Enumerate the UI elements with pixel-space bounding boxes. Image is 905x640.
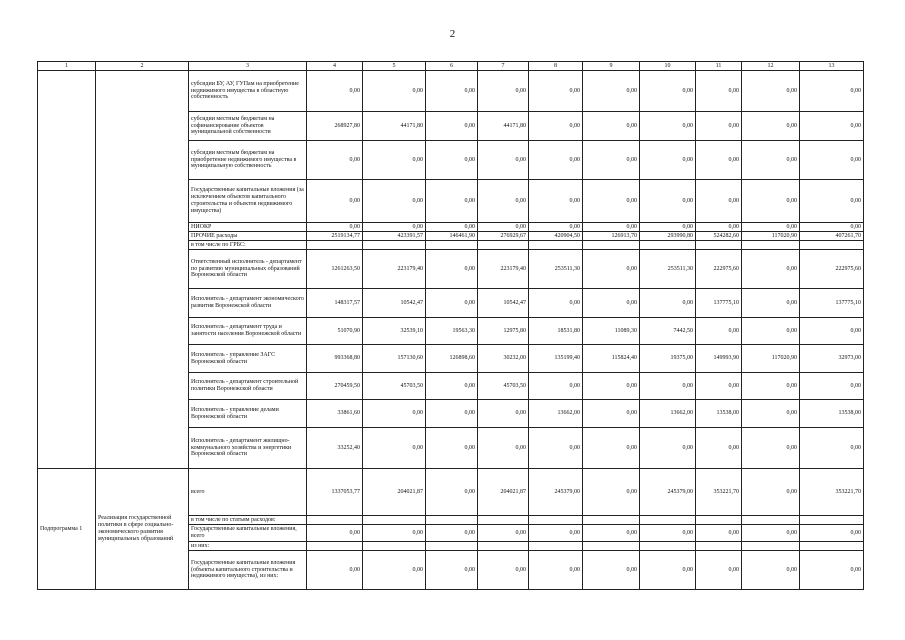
- value-col-10: 0,00: [640, 180, 696, 223]
- value-col-9: 0,00: [583, 373, 640, 400]
- header-col-13: 13: [800, 62, 864, 71]
- value-col-5: 0,00: [363, 141, 426, 180]
- row-description: в том числе по статьям расходов:: [189, 516, 307, 525]
- value-col-10: 253511,30: [640, 250, 696, 289]
- value-col-7: 45703,50: [478, 373, 529, 400]
- header-col-12: 12: [742, 62, 800, 71]
- value-col-12: [742, 241, 800, 250]
- row-description: Исполнитель - управление делами Воронежской области: [189, 400, 307, 428]
- value-col-9: 126913,70: [583, 232, 640, 241]
- value-col-9: 0,00: [583, 400, 640, 428]
- header-col-5: 5: [363, 62, 426, 71]
- value-col-13: 32973,00: [800, 345, 864, 373]
- value-col-11: 0,00: [696, 71, 742, 112]
- value-col-9: 0,00: [583, 112, 640, 141]
- value-col-9: 0,00: [583, 428, 640, 469]
- value-col-8: 18531,80: [529, 318, 583, 345]
- value-col-5: 0,00: [363, 180, 426, 223]
- value-col-9: 0,00: [583, 71, 640, 112]
- value-col-8: 0,00: [529, 223, 583, 232]
- value-col-5: 0,00: [363, 551, 426, 590]
- value-col-12: 0,00: [742, 141, 800, 180]
- value-col-12: 0,00: [742, 223, 800, 232]
- value-col-4: 0,00: [307, 180, 363, 223]
- row-description: Исполнитель - департамент экономического развития Воронежской области: [189, 289, 307, 318]
- value-col-12: 0,00: [742, 551, 800, 590]
- value-col-12: 0,00: [742, 428, 800, 469]
- value-col-5: 204021,87: [363, 469, 426, 516]
- value-col-5: 223179,40: [363, 250, 426, 289]
- value-col-12: [742, 542, 800, 551]
- value-col-6: 0,00: [426, 71, 478, 112]
- row-description: Исполнитель - департамент жилищно-коммунального хозяйства и энергетики Воронежской области: [189, 428, 307, 469]
- value-col-8: [529, 542, 583, 551]
- header-col-3: 3: [189, 62, 307, 71]
- value-col-8: 0,00: [529, 428, 583, 469]
- header-col-11: 11: [696, 62, 742, 71]
- value-col-4: 270459,50: [307, 373, 363, 400]
- value-col-5: 0,00: [363, 525, 426, 542]
- value-col-8: 0,00: [529, 289, 583, 318]
- header-col-10: 10: [640, 62, 696, 71]
- value-col-4: 2519134,77: [307, 232, 363, 241]
- value-col-11: 0,00: [696, 551, 742, 590]
- value-col-13: 407261,70: [800, 232, 864, 241]
- value-col-13: 0,00: [800, 71, 864, 112]
- value-col-4: [307, 516, 363, 525]
- value-col-5: [363, 241, 426, 250]
- value-col-4: 0,00: [307, 525, 363, 542]
- value-col-11: 0,00: [696, 141, 742, 180]
- page-number: 2: [449, 28, 456, 40]
- value-col-9: 0,00: [583, 289, 640, 318]
- value-col-9: [583, 542, 640, 551]
- program-code-cell: [38, 71, 96, 469]
- value-col-7: 0,00: [478, 525, 529, 542]
- value-col-5: 423391,57: [363, 232, 426, 241]
- table-row: [38, 469, 864, 516]
- value-col-6: 0,00: [426, 373, 478, 400]
- row-description: субсидии местным бюджетам на софинансирование объектов муниципальной собственности: [189, 112, 307, 141]
- value-col-8: 0,00: [529, 141, 583, 180]
- value-col-13: 0,00: [800, 525, 864, 542]
- value-col-7: 204021,87: [478, 469, 529, 516]
- value-col-10: 0,00: [640, 525, 696, 542]
- value-col-8: [529, 241, 583, 250]
- value-col-9: 0,00: [583, 141, 640, 180]
- header-col-4: 4: [307, 62, 363, 71]
- value-col-4: [307, 241, 363, 250]
- value-col-10: 0,00: [640, 141, 696, 180]
- value-col-7: 0,00: [478, 223, 529, 232]
- value-col-13: [800, 241, 864, 250]
- value-col-5: [363, 516, 426, 525]
- value-col-13: 0,00: [800, 551, 864, 590]
- value-col-13: [800, 516, 864, 525]
- value-col-13: 0,00: [800, 112, 864, 141]
- value-col-4: 51070,90: [307, 318, 363, 345]
- value-col-10: 0,00: [640, 71, 696, 112]
- value-col-10: 293990,80: [640, 232, 696, 241]
- value-col-13: 0,00: [800, 318, 864, 345]
- value-col-10: 19375,00: [640, 345, 696, 373]
- value-col-10: 245379,00: [640, 469, 696, 516]
- value-col-9: [583, 516, 640, 525]
- value-col-11: [696, 516, 742, 525]
- value-col-12: 0,00: [742, 289, 800, 318]
- value-col-6: 0,00: [426, 141, 478, 180]
- row-description: Исполнитель - департамент труда и занятости населения Воронежской области: [189, 318, 307, 345]
- value-col-8: 0,00: [529, 71, 583, 112]
- value-col-11: 0,00: [696, 112, 742, 141]
- value-col-7: 0,00: [478, 400, 529, 428]
- row-description: в том числе по ГРБС:: [189, 241, 307, 250]
- row-description: Государственные капитальные вложения (объекты капитального строительства и недвижимого имущества), из них:: [189, 551, 307, 590]
- row-description: Государственные капитальные вложения (за исключением объектов капитального строительства и объектов недвижимого имущества): [189, 180, 307, 223]
- value-col-9: 11089,30: [583, 318, 640, 345]
- row-description: Исполнитель - управление ЗАГС Воронежской области: [189, 345, 307, 373]
- value-col-11: [696, 241, 742, 250]
- value-col-8: 13662,00: [529, 400, 583, 428]
- value-col-11: 0,00: [696, 223, 742, 232]
- value-col-12: 117020,90: [742, 345, 800, 373]
- value-col-4: [307, 542, 363, 551]
- value-col-10: 0,00: [640, 373, 696, 400]
- value-col-8: 0,00: [529, 180, 583, 223]
- value-col-12: 117020,90: [742, 232, 800, 241]
- value-col-7: [478, 542, 529, 551]
- value-col-8: 0,00: [529, 525, 583, 542]
- value-col-5: 45703,50: [363, 373, 426, 400]
- value-col-4: 0,00: [307, 141, 363, 180]
- row-description: всего: [189, 469, 307, 516]
- row-description: из них:: [189, 542, 307, 551]
- value-col-6: [426, 241, 478, 250]
- value-col-11: 0,00: [696, 180, 742, 223]
- row-description: Ответственный исполнитель - департамент по развитию муниципальных образований Воронежской области: [189, 250, 307, 289]
- value-col-9: 0,00: [583, 180, 640, 223]
- value-col-6: [426, 516, 478, 525]
- value-col-10: 0,00: [640, 551, 696, 590]
- value-col-5: 32539,10: [363, 318, 426, 345]
- value-col-4: 148317,57: [307, 289, 363, 318]
- value-col-10: 0,00: [640, 112, 696, 141]
- value-col-10: [640, 516, 696, 525]
- value-col-10: [640, 241, 696, 250]
- value-col-7: 0,00: [478, 180, 529, 223]
- row-description: субсидии местным бюджетам на приобретение недвижимого имущества в муниципальную собственность: [189, 141, 307, 180]
- value-col-11: 0,00: [696, 428, 742, 469]
- value-col-6: 0,00: [426, 551, 478, 590]
- value-col-8: 420904,50: [529, 232, 583, 241]
- value-col-11: 524282,60: [696, 232, 742, 241]
- value-col-11: 137775,10: [696, 289, 742, 318]
- value-col-6: 0,00: [426, 400, 478, 428]
- row-description: субсидии БУ, АУ, ГУПам на приобретение недвижимого имущества в областную собственность: [189, 71, 307, 112]
- value-col-7: 30232,00: [478, 345, 529, 373]
- value-col-6: [426, 542, 478, 551]
- value-col-4: 0,00: [307, 551, 363, 590]
- value-col-4: 33861,60: [307, 400, 363, 428]
- value-col-11: 149993,90: [696, 345, 742, 373]
- value-col-7: [478, 516, 529, 525]
- header-col-6: 6: [426, 62, 478, 71]
- value-col-6: 0,00: [426, 469, 478, 516]
- value-col-6: 0,00: [426, 428, 478, 469]
- value-col-6: 19563,30: [426, 318, 478, 345]
- value-col-13: 137775,10: [800, 289, 864, 318]
- value-col-4: 0,00: [307, 71, 363, 112]
- value-col-7: 0,00: [478, 428, 529, 469]
- value-col-4: 33252,40: [307, 428, 363, 469]
- value-col-10: 0,00: [640, 428, 696, 469]
- value-col-6: 0,00: [426, 525, 478, 542]
- table-row: [38, 71, 864, 112]
- header-col-2: 2: [96, 62, 189, 71]
- value-col-13: 353221,70: [800, 469, 864, 516]
- value-col-7: 223179,40: [478, 250, 529, 289]
- value-col-7: 44171,80: [478, 112, 529, 141]
- value-col-7: 10542,47: [478, 289, 529, 318]
- value-col-12: 0,00: [742, 400, 800, 428]
- value-col-7: 12975,80: [478, 318, 529, 345]
- header-col-9: 9: [583, 62, 640, 71]
- value-col-12: 0,00: [742, 373, 800, 400]
- value-col-6: 126898,60: [426, 345, 478, 373]
- value-col-4: 993368,80: [307, 345, 363, 373]
- table-continuation: [37, 574, 864, 577]
- value-col-12: 0,00: [742, 250, 800, 289]
- program-name-cell: [96, 71, 189, 469]
- value-col-12: 0,00: [742, 112, 800, 141]
- value-col-4: 1337053,77: [307, 469, 363, 516]
- value-col-7: 0,00: [478, 141, 529, 180]
- value-col-10: 0,00: [640, 289, 696, 318]
- value-col-11: 222975,60: [696, 250, 742, 289]
- value-col-10: 7442,50: [640, 318, 696, 345]
- value-col-13: [800, 542, 864, 551]
- value-col-11: 13538,00: [696, 400, 742, 428]
- value-col-11: 353221,70: [696, 469, 742, 516]
- value-col-5: 10542,47: [363, 289, 426, 318]
- value-col-8: [529, 516, 583, 525]
- subprogram-code-cell: Подпрограмма 1: [38, 469, 96, 590]
- budget-table: [37, 61, 864, 590]
- value-col-6: 0,00: [426, 223, 478, 232]
- value-col-5: 44171,80: [363, 112, 426, 141]
- value-col-12: 0,00: [742, 180, 800, 223]
- value-col-6: 0,00: [426, 112, 478, 141]
- value-col-8: 0,00: [529, 551, 583, 590]
- value-col-11: 0,00: [696, 318, 742, 345]
- value-col-4: 0,00: [307, 223, 363, 232]
- value-col-6: 0,00: [426, 250, 478, 289]
- value-col-5: [363, 542, 426, 551]
- value-col-9: 0,00: [583, 223, 640, 232]
- header-col-1: 1: [38, 62, 96, 71]
- value-col-13: 13538,00: [800, 400, 864, 428]
- row-description: НИОКР: [189, 223, 307, 232]
- value-col-9: 0,00: [583, 551, 640, 590]
- value-col-5: 0,00: [363, 428, 426, 469]
- value-col-9: 115824,40: [583, 345, 640, 373]
- value-col-5: 157130,60: [363, 345, 426, 373]
- value-col-4: 268927,80: [307, 112, 363, 141]
- header-row: [38, 62, 864, 71]
- value-col-10: 0,00: [640, 223, 696, 232]
- row-description: Государственные капитальные вложения, всего: [189, 525, 307, 542]
- row-description: Исполнитель - департамент строительной политики Воронежской области: [189, 373, 307, 400]
- value-col-7: [478, 241, 529, 250]
- value-col-11: 0,00: [696, 373, 742, 400]
- value-col-9: 0,00: [583, 525, 640, 542]
- value-col-12: 0,00: [742, 318, 800, 345]
- value-col-13: 0,00: [800, 180, 864, 223]
- value-col-9: 0,00: [583, 469, 640, 516]
- value-col-7: 0,00: [478, 71, 529, 112]
- value-col-12: 0,00: [742, 525, 800, 542]
- value-col-12: 0,00: [742, 71, 800, 112]
- value-col-13: 0,00: [800, 223, 864, 232]
- value-col-8: 135199,40: [529, 345, 583, 373]
- value-col-8: 0,00: [529, 373, 583, 400]
- value-col-9: [583, 241, 640, 250]
- value-col-12: [742, 516, 800, 525]
- value-col-7: 276929,67: [478, 232, 529, 241]
- value-col-5: 0,00: [363, 71, 426, 112]
- value-col-6: 146461,90: [426, 232, 478, 241]
- value-col-7: 0,00: [478, 551, 529, 590]
- value-col-13: 0,00: [800, 141, 864, 180]
- value-col-13: 0,00: [800, 428, 864, 469]
- value-col-8: 245379,00: [529, 469, 583, 516]
- value-col-9: 0,00: [583, 250, 640, 289]
- value-col-11: 0,00: [696, 525, 742, 542]
- value-col-5: 0,00: [363, 223, 426, 232]
- value-col-6: 0,00: [426, 180, 478, 223]
- value-col-13: 222975,60: [800, 250, 864, 289]
- value-col-10: [640, 542, 696, 551]
- value-col-4: 1261263,50: [307, 250, 363, 289]
- value-col-8: 0,00: [529, 112, 583, 141]
- value-col-6: 0,00: [426, 289, 478, 318]
- value-col-10: 13662,00: [640, 400, 696, 428]
- value-col-13: 0,00: [800, 373, 864, 400]
- header-col-7: 7: [478, 62, 529, 71]
- subprogram-name-cell: Реализация государственной политики в сфере социально-экономического развития муниципальных образований: [96, 469, 189, 590]
- value-col-8: 253511,30: [529, 250, 583, 289]
- value-col-11: [696, 542, 742, 551]
- row-description: ПРОЧИЕ расходы: [189, 232, 307, 241]
- value-col-12: 0,00: [742, 469, 800, 516]
- value-col-5: 0,00: [363, 400, 426, 428]
- header-col-8: 8: [529, 62, 583, 71]
